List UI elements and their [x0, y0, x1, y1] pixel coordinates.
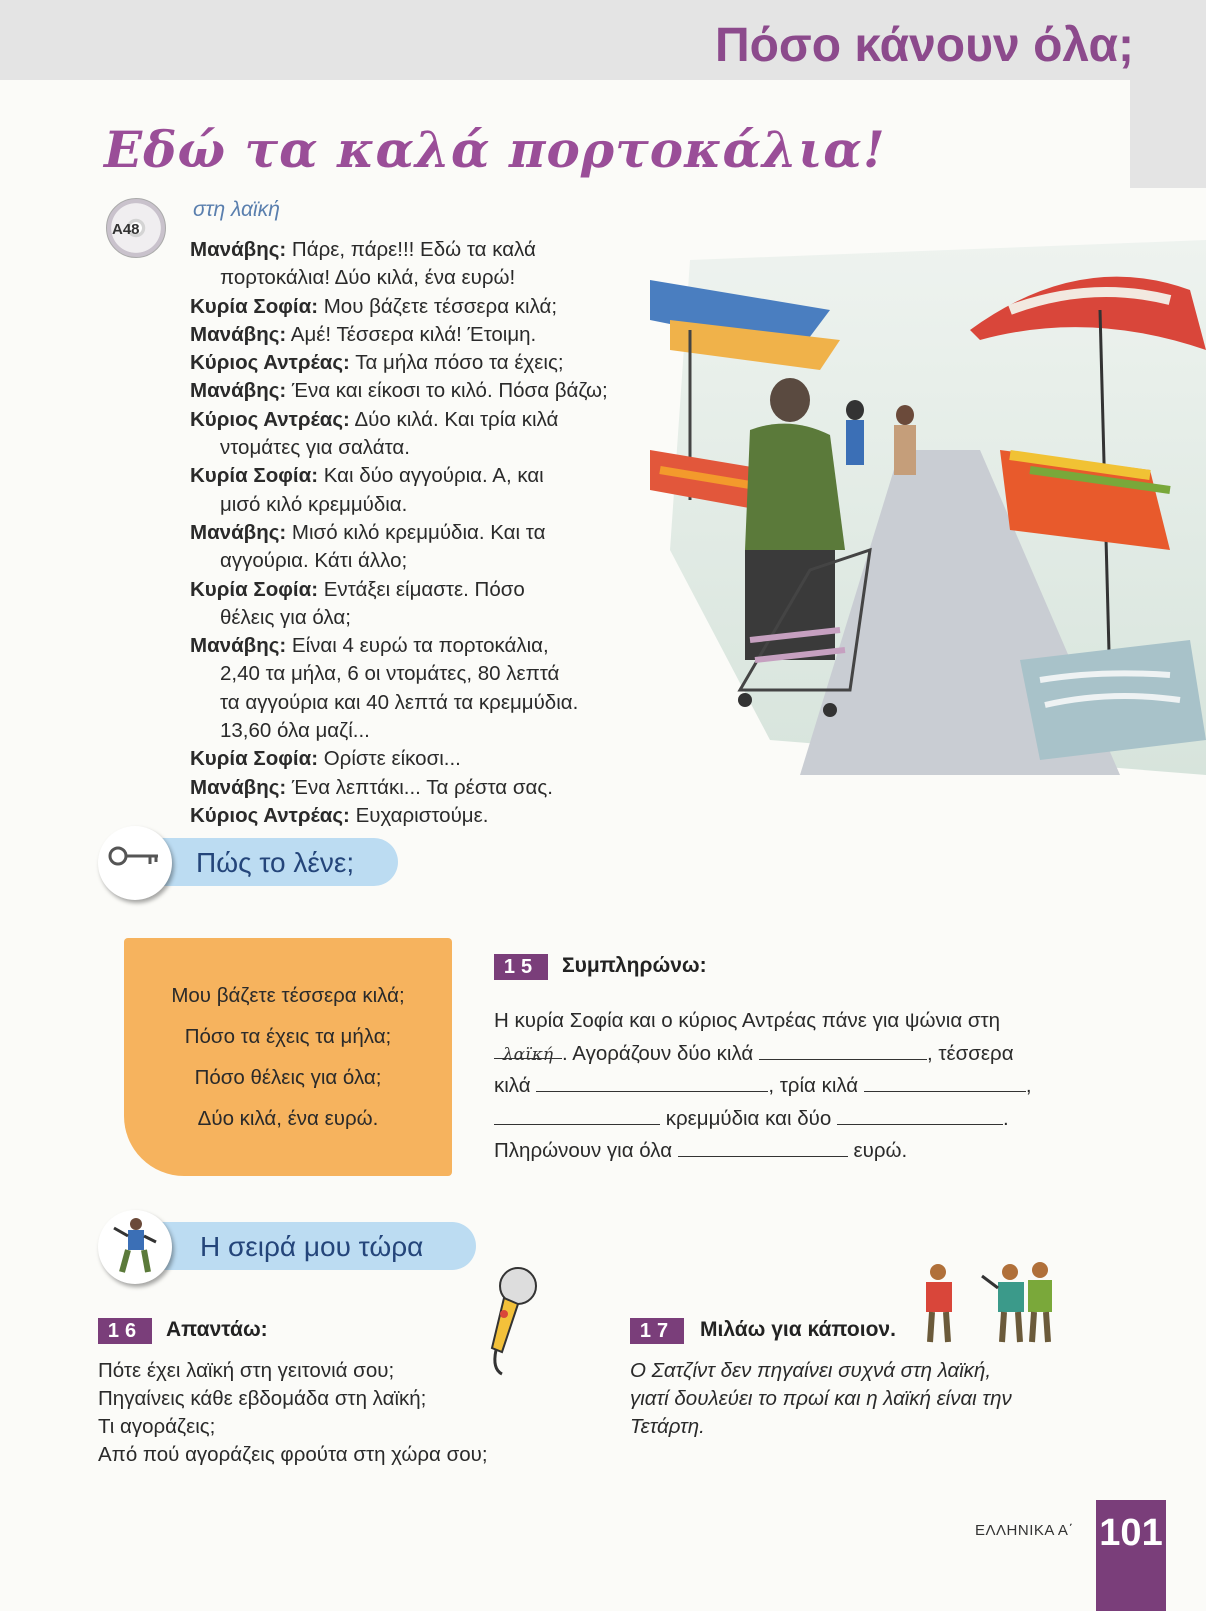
question-item: Από πού αγοράζεις φρούτα στη χώρα σου;: [98, 1443, 488, 1466]
dialogue-line: [190, 745, 710, 773]
ex15-text: Πληρώνουν για όλα: [494, 1139, 673, 1162]
dialogue-line: [190, 632, 710, 745]
ex15-blank[interactable]: [494, 1104, 660, 1125]
speaker-name: Κυρία Σοφία:: [190, 464, 319, 488]
dialogue-continuation: πορτοκάλια! Δύο κιλά, ένα ευρώ!: [220, 266, 516, 290]
speaker-name: Κύριος Αντρέας:: [190, 351, 350, 375]
exercise-16-title: Απαντάω:: [166, 1318, 268, 1341]
dialogue-line: [190, 406, 710, 463]
dialogue-continuation: τα αγγούρια και 40 λεπτά τα κρεμμύδια.: [220, 690, 579, 714]
dialogue-continuation: 2,40 τα μήλα, 6 οι ντομάτες, 80 λεπτά: [220, 662, 560, 686]
dialogue-line: [190, 236, 710, 293]
dialogue-text: Μισό κιλό κρεμμύδια. Και τα: [291, 520, 546, 544]
header-band-extension: [1130, 80, 1206, 188]
dialogue-text: Ευχαριστούμε.: [355, 803, 489, 827]
ex15-text: . Αγοράζουν δύο κιλά: [562, 1041, 754, 1065]
speaker-name: Κυρία Σοφία:: [190, 577, 319, 601]
dialogue-text: Τα μήλα πόσο τα έχεις;: [355, 351, 564, 375]
phrase-list: [124, 975, 452, 1139]
dialogue-text: Και δύο αγγούρια. Α, και: [323, 464, 544, 488]
dialogue-line: [190, 576, 710, 633]
dialogue-text: Εντάξει είμαστε. Πόσο: [323, 577, 525, 601]
dialogue-line: [190, 377, 710, 405]
ex15-text: ευρώ.: [853, 1139, 908, 1162]
speaker-name: Μανάβης:: [190, 238, 287, 261]
key-icon-circle: [98, 826, 172, 900]
exercise-17-title: Μιλάω για κάποιον.: [700, 1318, 896, 1341]
phrase-item: Πόσο τα έχεις τα μήλα;: [184, 1025, 392, 1048]
speaker-name: Κυρία Σοφία:: [190, 747, 319, 771]
ex17-line: γιατί δουλεύει το πρωί και η λαϊκή είναι την: [630, 1387, 1012, 1410]
phrase-item: Πόσο θέλεις για όλα;: [194, 1066, 382, 1089]
dialogue-text: Πάρε, πάρε!!! Εδώ τα καλά: [291, 238, 536, 261]
question-item: Πηγαίνεις κάθε εβδομάδα στη λαϊκή;: [98, 1387, 427, 1410]
exercise-17-badge: 17: [630, 1318, 684, 1344]
ex15-blank[interactable]: [536, 1071, 768, 1092]
dialogue-text: Ορίστε είκοσι...: [323, 747, 461, 771]
dialogue-text: Δύο κιλά. Και τρία κιλά: [354, 407, 559, 431]
speaker-name: Κύριος Αντρέας:: [190, 803, 350, 827]
speaker-name: Μανάβης:: [190, 634, 287, 658]
speaker-name: Μανάβης:: [190, 775, 287, 799]
unit-title: Πόσο κάνουν όλα;: [714, 19, 1134, 72]
dialogue-text: Είναι 4 ευρώ τα πορτοκάλια,: [291, 634, 549, 658]
ex15-answer: λαϊκή: [502, 1044, 554, 1065]
ex15-text: Η κυρία Σοφία και ο κύριος Αντρέας πάνε για ψώνια στη: [494, 1009, 1001, 1032]
ex15-line-3: [494, 1070, 1094, 1103]
phrase-item: Δύο κιλά, ένα ευρώ.: [197, 1107, 379, 1130]
ex15-text: .: [1002, 1106, 1009, 1130]
dialogue-continuation: μισό κιλό κρεμμύδια.: [220, 492, 408, 516]
exercise-15-text: [494, 1005, 1094, 1168]
ex15-blank-filled[interactable]: [494, 1038, 562, 1065]
page-number: 101: [1099, 1512, 1163, 1554]
juggler-icon: [98, 1210, 172, 1284]
dialogue-line: [190, 519, 710, 576]
dialogue-line: [190, 321, 710, 349]
exercise-16-badge: 16: [98, 1318, 152, 1344]
key-icon: [98, 826, 172, 900]
ex15-text: , τρία κιλά: [768, 1074, 859, 1097]
speaker-name: Κύριος Αντρέας:: [190, 407, 350, 431]
ex15-blank[interactable]: [837, 1104, 1003, 1125]
dialogue-continuation: ντομάτες για σαλάτα.: [220, 436, 410, 460]
dialogue-setting: στη λαϊκή: [193, 198, 280, 221]
exercise-15-badge: 15: [494, 954, 548, 980]
ex15-blank[interactable]: [864, 1071, 1026, 1092]
ex15-blank[interactable]: [678, 1136, 848, 1157]
track-number: A48: [112, 221, 140, 238]
ex15-blank[interactable]: [759, 1039, 927, 1060]
juggler-icon-circle: [98, 1210, 172, 1284]
question-item: Πότε έχει λαϊκή στη γειτονιά σου;: [98, 1359, 395, 1382]
lesson-title: Εδώ τα καλά πορτοκάλια!: [104, 120, 886, 179]
ex15-line-5: [494, 1135, 1094, 1168]
dialogue-continuation: θέλεις για όλα;: [220, 605, 351, 629]
speaker-name: Μανάβης:: [190, 520, 287, 544]
speaker-name: Κυρία Σοφία:: [190, 294, 319, 318]
section-how-title: Πώς το λένε;: [196, 847, 355, 878]
exercise-17-text: [630, 1357, 1100, 1441]
ex15-text: , τέσσερα: [926, 1041, 1014, 1065]
market-illustration: [650, 220, 1206, 775]
dialogue-continuation: αγγούρια. Κάτι άλλο;: [220, 549, 408, 573]
ex15-text: κιλά: [494, 1074, 531, 1097]
dialogue-text: Ένα και είκοσι το κιλό. Πόσα βάζω;: [291, 379, 608, 403]
ex17-line: Τετάρτη.: [630, 1415, 705, 1438]
exercise-15-title: Συμπληρώνω:: [562, 954, 707, 977]
ex15-line-4: [494, 1103, 1094, 1136]
section-turn-title: Η σειρά μου τώρα: [200, 1231, 424, 1262]
dialogue-text: Ένα λεπτάκι... Τα ρέστα σας.: [291, 775, 553, 799]
ex15-line-2: [494, 1038, 1094, 1071]
ex15-line-1: [494, 1005, 1094, 1038]
question-item: Τι αγοράζεις;: [98, 1415, 216, 1438]
dialogue-line: [190, 774, 710, 802]
ex17-line: Ο Σατζίντ δεν πηγαίνει συχνά στη λαϊκή,: [630, 1359, 992, 1382]
dialogue-continuation: 13,60 όλα μαζί...: [220, 719, 370, 743]
ex15-text: κρεμμύδια και δύο: [665, 1106, 832, 1130]
ex15-text: ,: [1025, 1074, 1032, 1097]
dialogue-text: Αμέ! Τέσσερα κιλά! Έτοιμη.: [290, 322, 537, 346]
exercise-16-questions: [98, 1357, 578, 1469]
dialogue-line: [190, 293, 710, 321]
dialogue: [190, 236, 710, 830]
speaker-name: Μανάβης:: [190, 322, 287, 346]
book-title: ΕΛΛΗΝΙΚΑ Α΄: [975, 1522, 1074, 1539]
speaker-name: Μανάβης:: [190, 379, 287, 403]
dialogue-line: [190, 802, 710, 830]
people-talking-icon: [918, 1258, 1068, 1348]
phrase-item: Μου βάζετε τέσσερα κιλά;: [171, 984, 405, 1007]
dialogue-line: [190, 349, 710, 377]
dialogue-line: [190, 462, 710, 519]
dialogue-text: Μου βάζετε τέσσερα κιλά;: [323, 294, 558, 318]
